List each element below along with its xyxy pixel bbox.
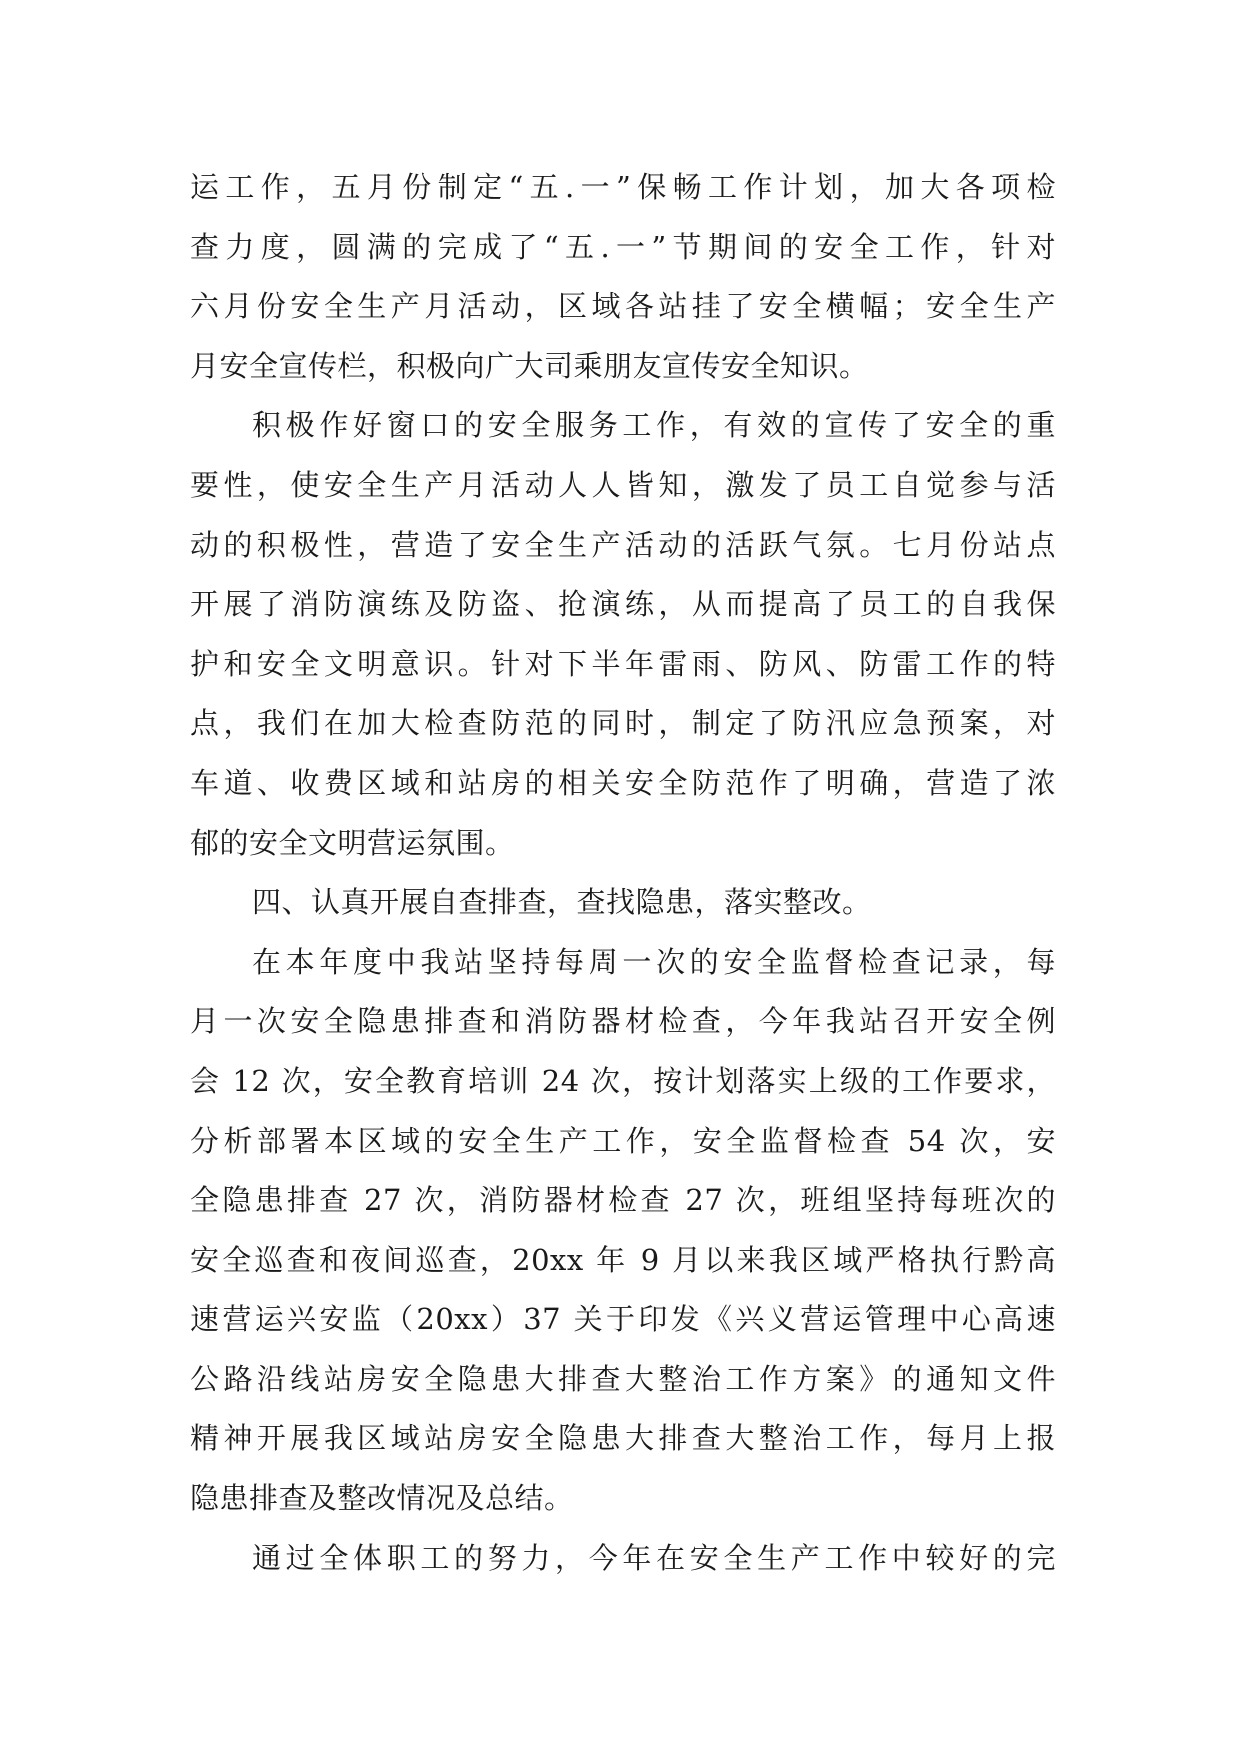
text-line: 开展了消防演练及防盗、抢演练，从而提高了员工的自我保: [190, 587, 1056, 622]
text-line: 隐患排查及整改情况及总结。: [190, 1481, 574, 1516]
text-line: 要性，使安全生产月活动人人皆知，激发了员工自觉参与活: [190, 467, 1056, 502]
text-line: 车道、收费区域和站房的相关安全防范作了明确，营造了浓: [190, 765, 1056, 800]
text-line: 六月份安全生产月活动，区域各站挂了安全横幅；安全生产: [190, 289, 1056, 324]
text-line: 四、认真开展自查排查，查找隐患，落实整改。: [252, 885, 872, 920]
text-line: 公路沿线站房安全隐患大排查大整治工作方案》的通知文件: [190, 1361, 1056, 1396]
text-line: 月安全宣传栏，积极向广大司乘朋友宣传安全知识。: [190, 348, 869, 383]
text-line: 查力度，圆满的完成了“五.一”节期间的安全工作，针对: [190, 229, 1056, 264]
text-line: 在本年度中我站坚持每周一次的安全监督检查记录，每: [252, 944, 1056, 979]
text-line: 会 12 次，安全教育培训 24 次，按计划落实上级的工作要求，: [190, 1063, 1056, 1098]
text-line: 护和安全文明意识。针对下半年雷雨、防风、防雷工作的特: [190, 646, 1056, 681]
text-line: 郁的安全文明营运氛围。: [190, 825, 515, 860]
text-line: 点，我们在加大检查防范的同时，制定了防汛应急预案，对: [190, 706, 1056, 741]
text-line: 动的积极性，营造了安全生产活动的活跃气氛。七月份站点: [190, 527, 1056, 562]
text-line: 运工作，五月份制定“五.一”保畅工作计划，加大各项检: [190, 170, 1056, 204]
text-line: 通过全体职工的努力，今年在安全生产工作中较好的完: [252, 1540, 1056, 1575]
text-line: 精神开展我区域站房安全隐患大排查大整治工作，每月上报: [190, 1421, 1056, 1456]
text-line: 积极作好窗口的安全服务工作，有效的宣传了安全的重: [252, 408, 1056, 443]
text-line: 全隐患排查 27 次，消防器材检查 27 次，班组坚持每班次的: [190, 1183, 1056, 1218]
text-line: 分析部署本区域的安全生产工作，安全监督检查 54 次，安: [190, 1123, 1056, 1158]
text-line: 速营运兴安监（20xx）37 关于印发《兴义营运管理中心高速: [190, 1302, 1056, 1337]
text-line: 月一次安全隐患排查和消防器材检查，今年我站召开安全例: [190, 1004, 1056, 1039]
text-line: 安全巡查和夜间巡查，20xx 年 9 月以来我区域严格执行黔高: [190, 1242, 1056, 1277]
body-text: [190, 158, 1056, 1588]
